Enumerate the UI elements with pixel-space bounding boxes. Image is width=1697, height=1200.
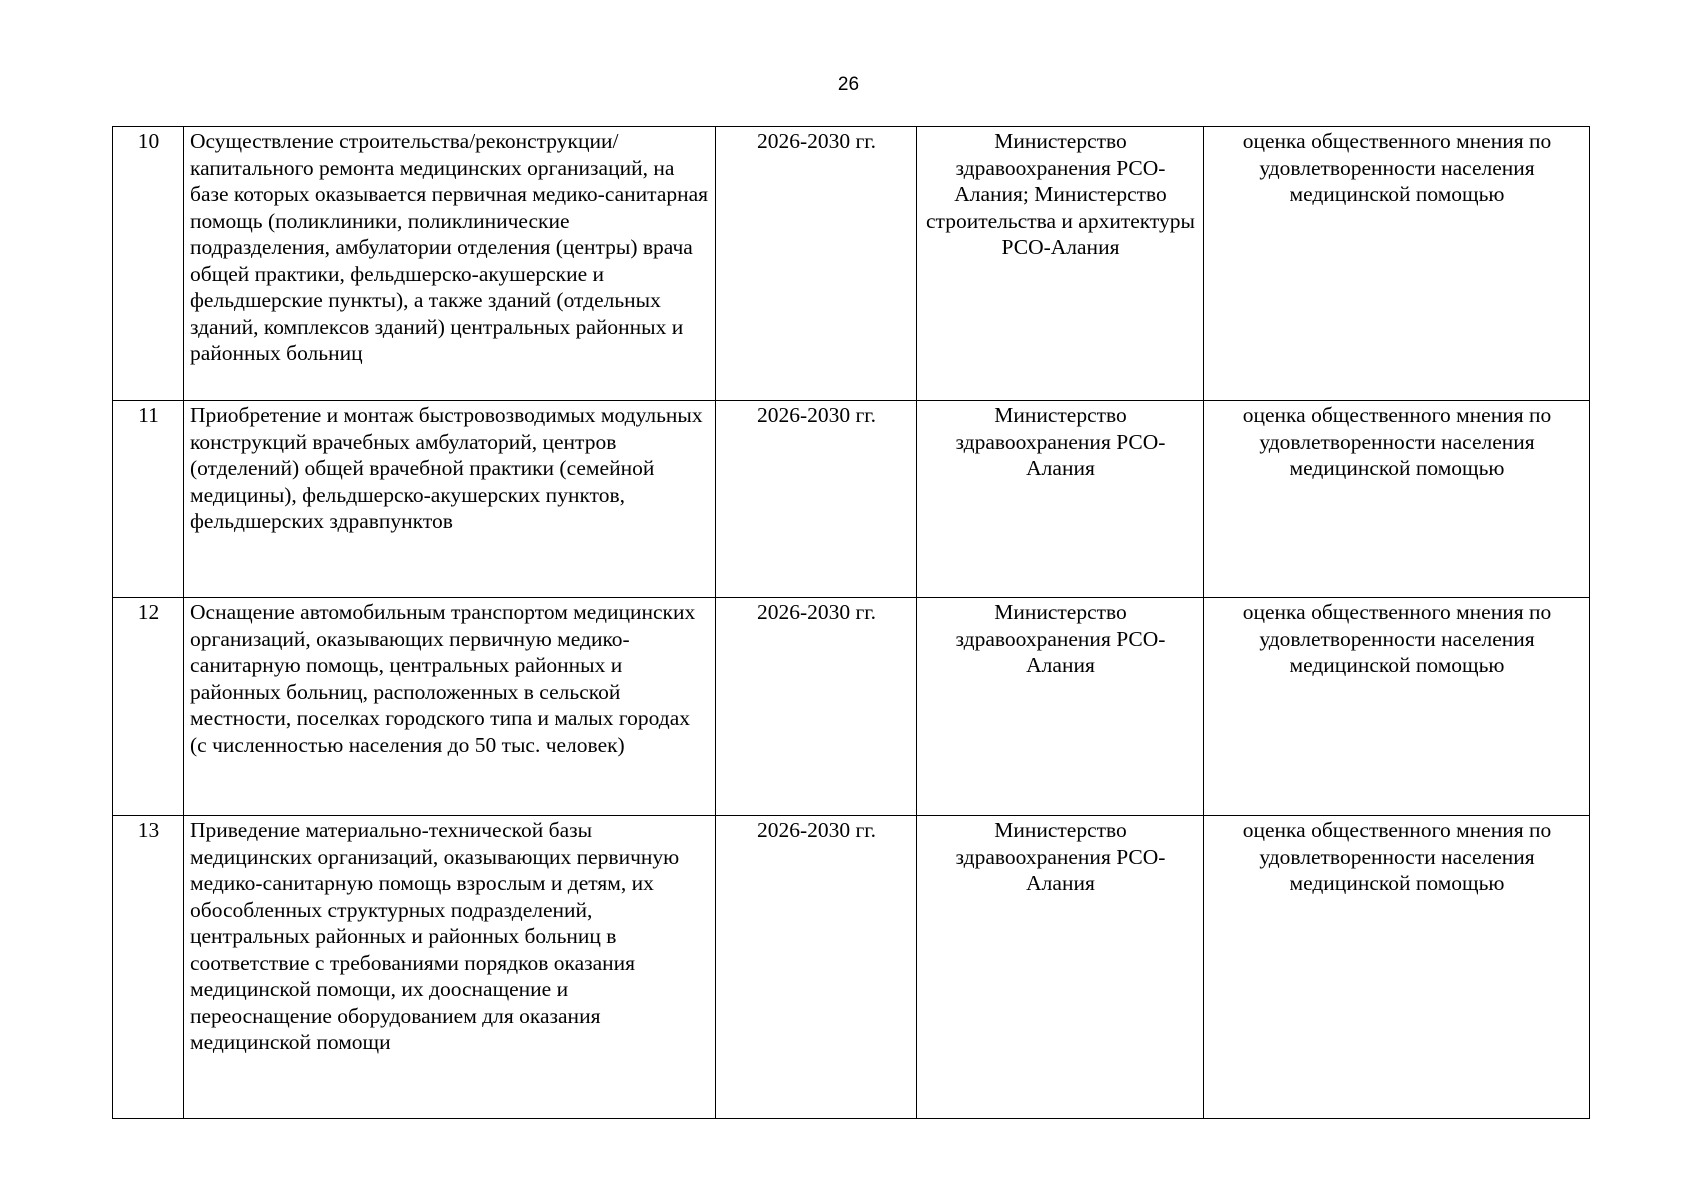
row-number: 12: [113, 598, 184, 816]
row-number: 11: [113, 401, 184, 598]
responsible-executor: Министерство здравоохранения РСО-Алания: [917, 401, 1204, 598]
responsible-executor: Министерство здравоохранения РСО-Алания; Министерство строительства и архитектуры РСО-Алания: [917, 127, 1204, 401]
performance-indicator: оценка общественного мнения по удовлетворенности населения медицинской помощью: [1204, 401, 1590, 598]
implementation-period: 2026-2030 гг.: [716, 401, 917, 598]
table-row: [113, 598, 1590, 816]
table-row: [113, 816, 1590, 1119]
responsible-executor: Министерство здравоохранения РСО-Алания: [917, 816, 1204, 1119]
table-row: [113, 127, 1590, 401]
responsible-executor: Министерство здравоохранения РСО-Алания: [917, 598, 1204, 816]
table-row: [113, 401, 1590, 598]
page-number: 26: [837, 74, 860, 95]
implementation-period: 2026-2030 гг.: [716, 127, 917, 401]
measure-description: Приведение материально-технической базы медицинских организаций, оказывающих первичную медико-санитарную помощь взрослым и детям, их обособленных структурных подразделений, центральных районных и районных больниц в соответствие с требованиями порядков оказания медицинской помощи, их дооснащение и переоснащение оборудованием для оказания медицинской помощи: [184, 816, 716, 1119]
measure-description: Оснащение автомобильным транспортом медицинских организаций, оказывающих первичную медико-санитарную помощь, центральных районных и районных больниц, расположенных в сельской местности, поселках городского типа и малых городах (с численностью населения до 50 тыс. человек): [184, 598, 716, 816]
implementation-period: 2026-2030 гг.: [716, 816, 917, 1119]
row-number: 13: [113, 816, 184, 1119]
row-number: 10: [113, 127, 184, 401]
implementation-period: 2026-2030 гг.: [716, 598, 917, 816]
performance-indicator: оценка общественного мнения по удовлетворенности населения медицинской помощью: [1204, 127, 1590, 401]
measures-table: [112, 126, 1590, 1119]
performance-indicator: оценка общественного мнения по удовлетворенности населения медицинской помощью: [1204, 598, 1590, 816]
performance-indicator: оценка общественного мнения по удовлетворенности населения медицинской помощью: [1204, 816, 1590, 1119]
measure-description: Приобретение и монтаж быстровозводимых модульных конструкций врачебных амбулаторий, центров (отделений) общей врачебной практики (семейной медицины), фельдшерско-акушерских пунктов, фельдшерских здравпунктов: [184, 401, 716, 598]
measure-description: Осуществление строительства/реконструкции/ капитального ремонта медицинских организаций, на базе которых оказывается первичная медико-санитарная помощь (поликлиники, поликлинические подразделения, амбулатории отделения (центры) врача общей практики, фельдшерско-акушерские и фельдшерские пункты), а также зданий (отдельных зданий, комплексов зданий) центральных районных и районных больниц: [184, 127, 716, 401]
